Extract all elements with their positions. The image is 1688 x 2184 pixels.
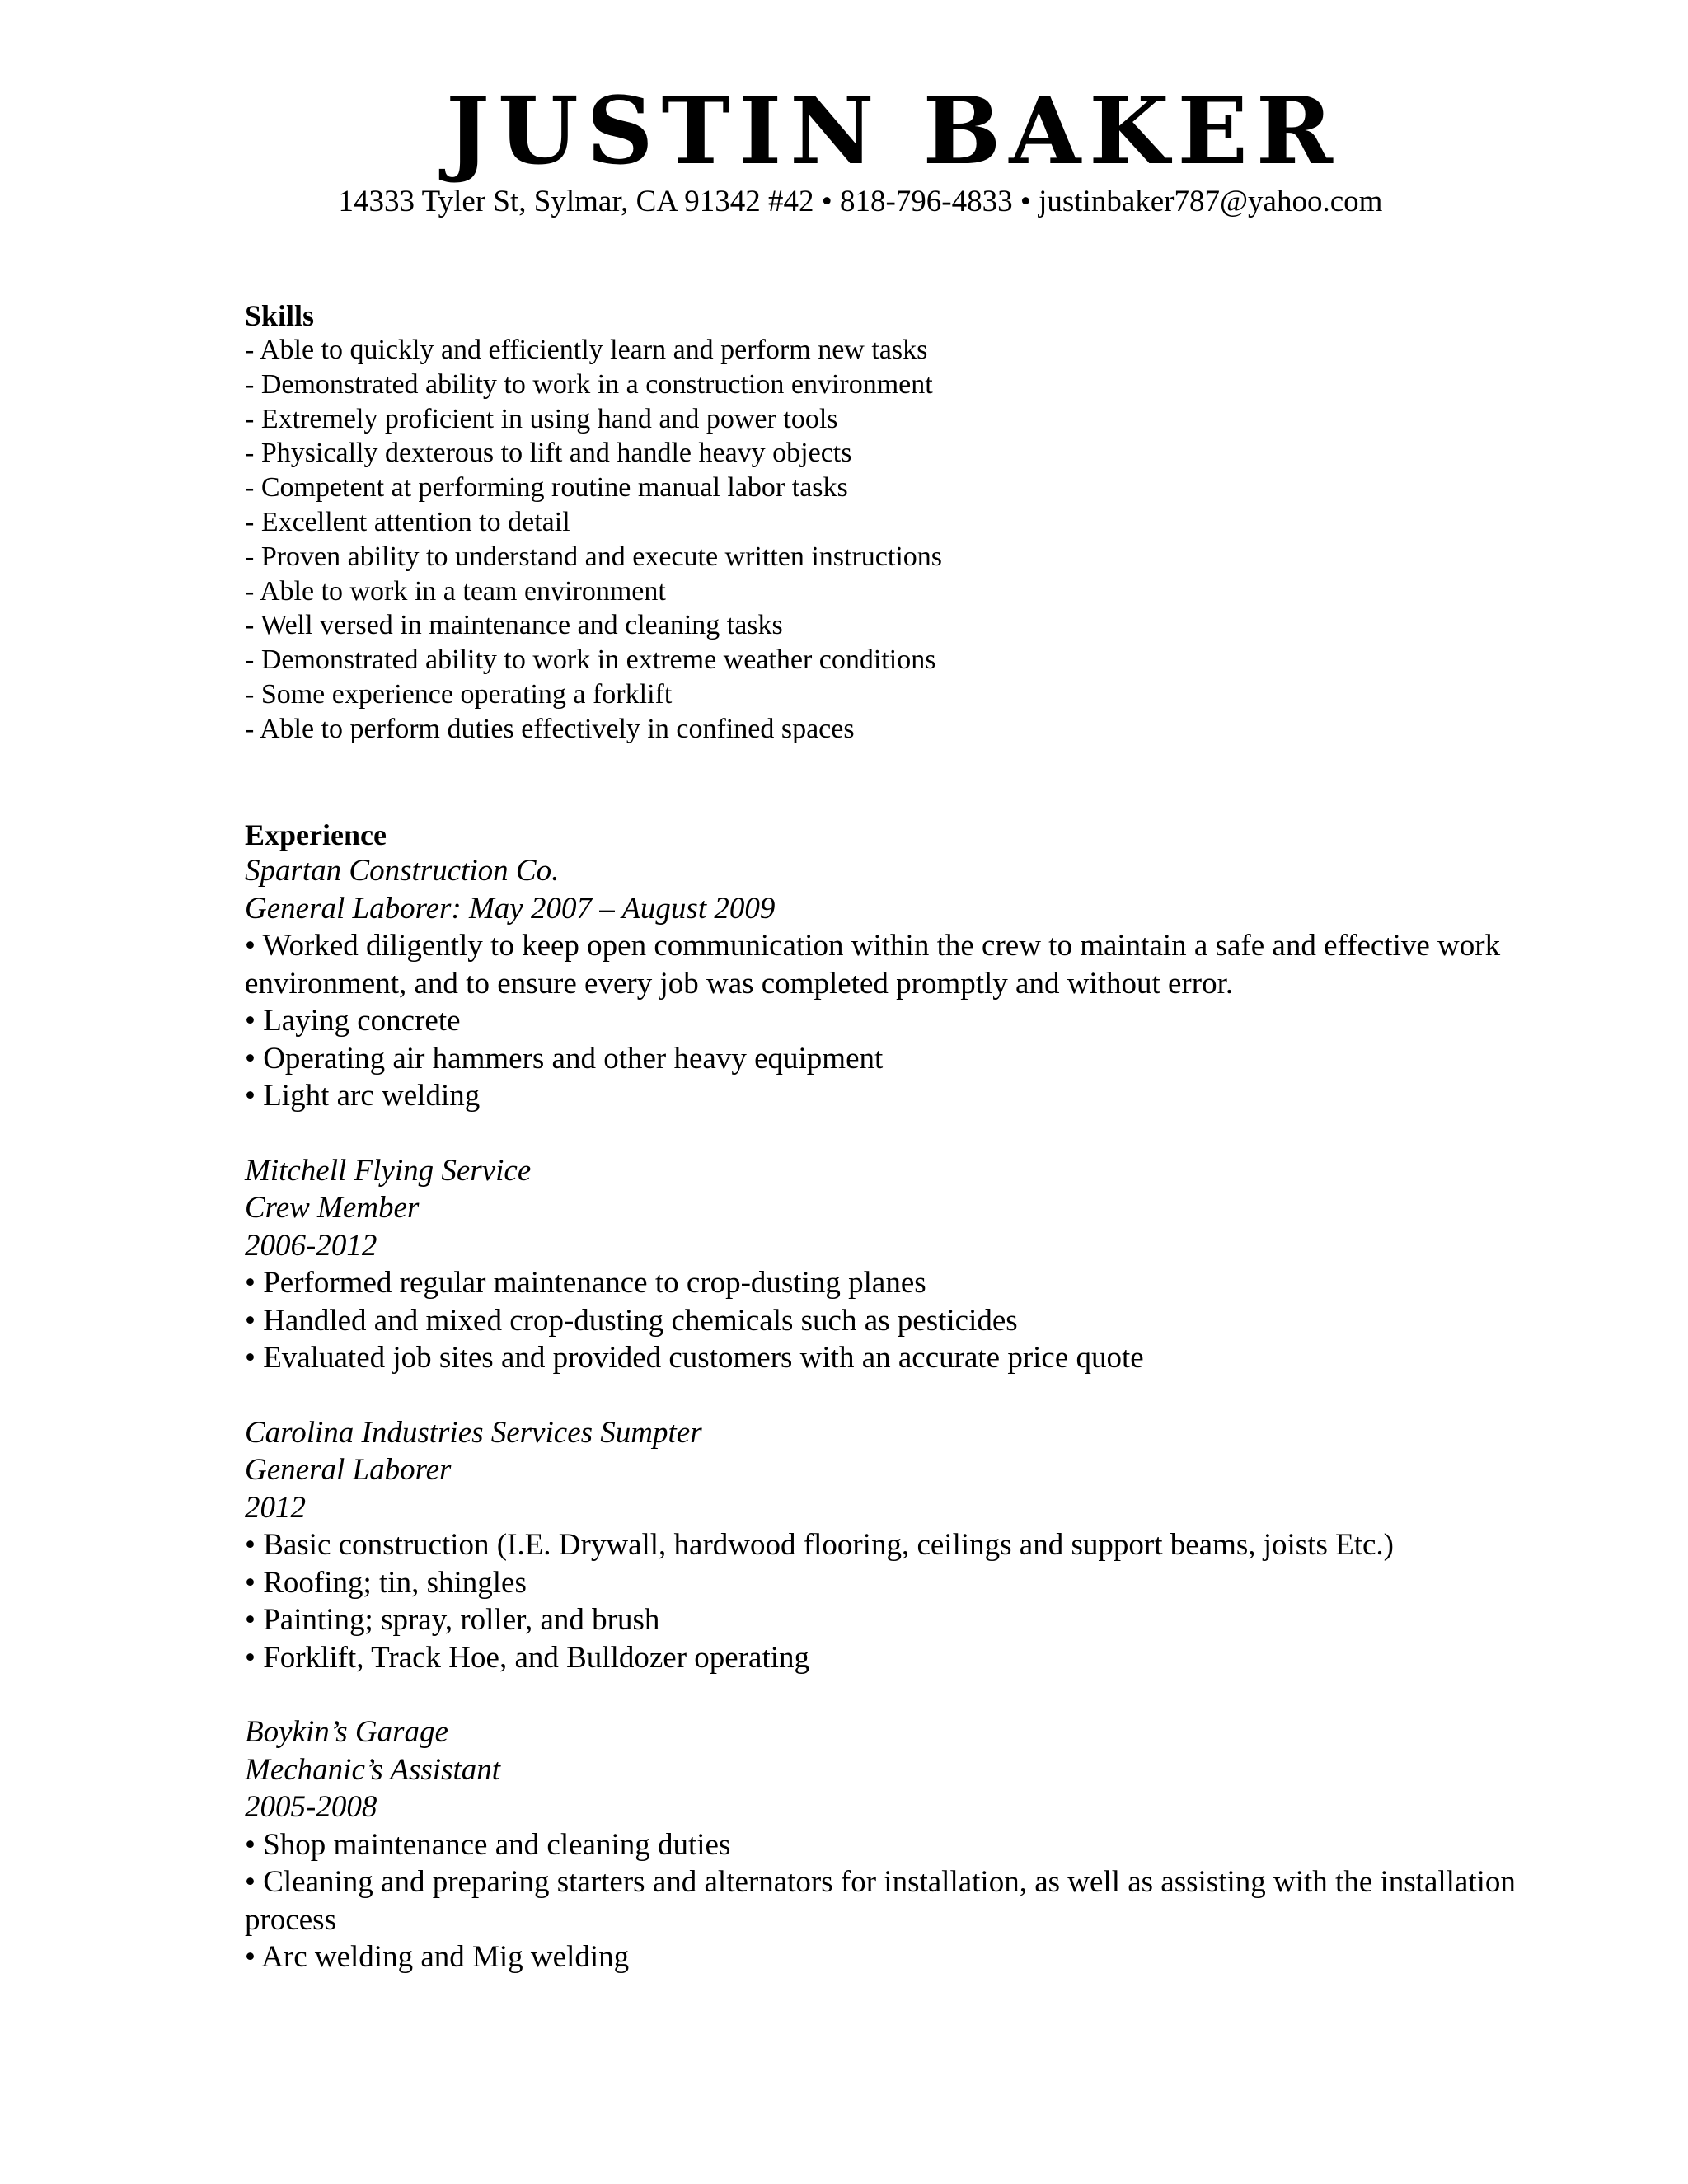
skills-list — [245, 333, 1597, 747]
job-entry — [245, 852, 1597, 1115]
skill-item: - Proven ability to understand and execute written instructions — [245, 541, 943, 572]
job-role: General Laborer — [245, 1453, 452, 1487]
job-bullet: • Cleaning and preparing starters and alternators for installation, as well as assisting with the installation process — [245, 1865, 1516, 1937]
skill-item: - Some experience operating a forklift — [245, 678, 673, 710]
job-bullet: • Painting; spray, roller, and brush — [245, 1603, 660, 1637]
job-company: Boykin’s Garage — [245, 1715, 448, 1749]
job-bullet: • Performed regular maintenance to crop-dusting planes — [245, 1266, 926, 1300]
skill-item: - Able to work in a team environment — [245, 575, 666, 607]
job-bullet: • Forklift, Track Hoe, and Bulldozer operating — [245, 1640, 810, 1675]
contact-line: 14333 Tyler St, Sylmar, CA 91342 #42 • 818-796-4833 • justinbaker787@yahoo.com — [338, 185, 1383, 218]
skill-item: - Able to perform duties effectively in confined spaces — [245, 713, 855, 744]
job-dates: 2005-2008 — [245, 1790, 377, 1824]
skill-item: - Demonstrated ability to work in a construction environment — [245, 368, 933, 400]
skill-item: - Extremely proficient in using hand and power tools — [245, 403, 838, 434]
job-bullet: • Worked diligently to keep open communication within the crew to maintain a safe and effective work environment, and to ensure every job was completed promptly and without error. — [245, 929, 1501, 1001]
job-bullet: • Evaluated job sites and provided customers with an accurate price quote — [245, 1341, 1144, 1375]
job-bullet: • Operating air hammers and other heavy equipment — [245, 1041, 884, 1076]
skills-section — [245, 298, 1597, 747]
job-bullet: • Roofing; tin, shingles — [245, 1565, 527, 1600]
job-role: General Laborer: May 2007 – August 2009 — [245, 891, 776, 926]
candidate-name: JUSTIN BAKER — [446, 77, 1341, 185]
skill-item: - Physically dexterous to lift and handle heavy objects — [245, 438, 852, 469]
job-role: Mechanic’s Assistant — [245, 1752, 501, 1787]
job-entry — [245, 1713, 1597, 1976]
job-dates: 2012 — [245, 1490, 306, 1525]
job-role: Crew Member — [245, 1191, 420, 1225]
job-bullet: • Basic construction (I.E. Drywall, hardwood flooring, ceilings and support beams, joists Etc.) — [245, 1528, 1395, 1562]
skill-item: - Excellent attention to detail — [245, 506, 570, 537]
job-bullet: • Shop maintenance and cleaning duties — [245, 1827, 731, 1862]
experience-section — [245, 818, 1597, 2013]
job-bullet: • Arc welding and Mig welding — [245, 1940, 630, 1974]
job-company: Spartan Construction Co. — [245, 854, 560, 888]
job-bullet: • Laying concrete — [245, 1004, 461, 1038]
skill-item: - Well versed in maintenance and cleaning tasks — [245, 610, 783, 641]
skill-item: - Able to quickly and efficiently learn and perform new tasks — [245, 335, 928, 365]
job-dates: 2006-2012 — [245, 1228, 377, 1263]
skills-heading: Skills — [245, 299, 315, 332]
job-entry — [245, 1414, 1597, 1677]
job-bullet: • Handled and mixed crop-dusting chemicals such as pesticides — [245, 1303, 1018, 1338]
job-entry — [245, 1152, 1597, 1377]
job-company: Carolina Industries Services Sumpter — [245, 1415, 702, 1450]
skill-item: - Demonstrated ability to work in extreme weather conditions — [245, 644, 936, 676]
job-company: Mitchell Flying Service — [245, 1153, 532, 1188]
job-bullet: • Light arc welding — [245, 1079, 481, 1113]
skill-item: - Competent at performing routine manual labor tasks — [245, 472, 848, 504]
experience-heading: Experience — [245, 818, 387, 851]
